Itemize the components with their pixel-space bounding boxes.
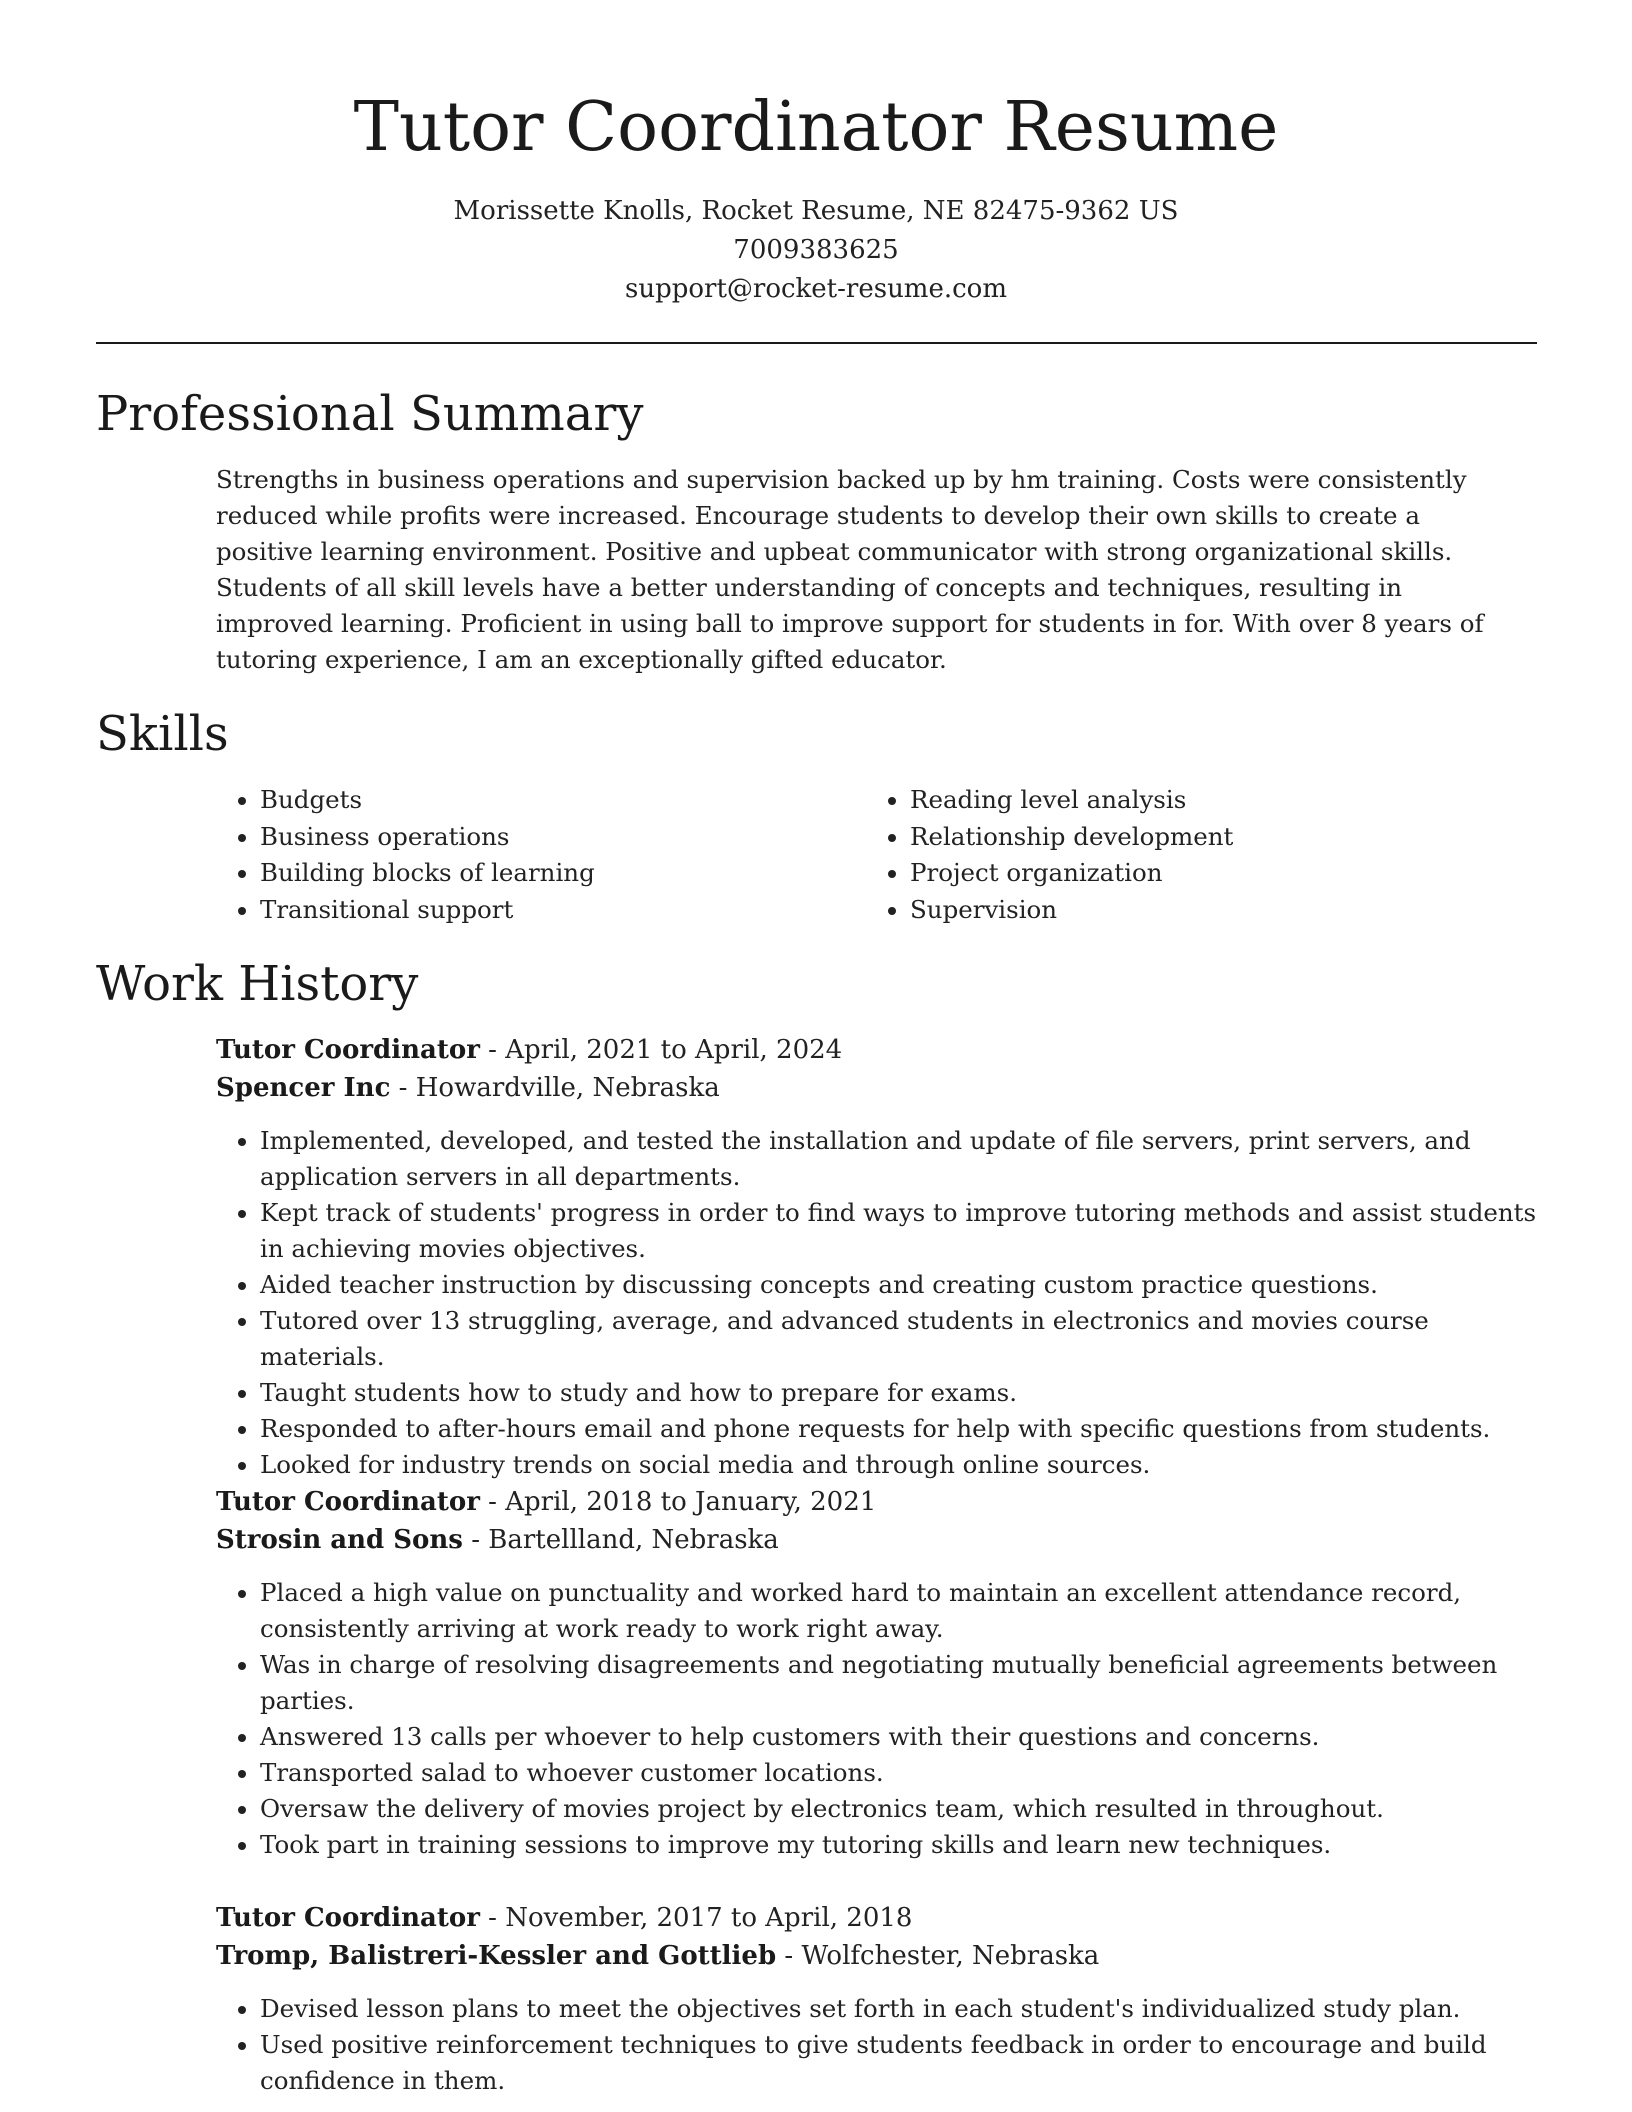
job-entry: [216, 1899, 1536, 2099]
job-bullets: [216, 1575, 1542, 1863]
skill-item: • Budgets: [260, 782, 820, 819]
skills-heading: Skills: [96, 706, 229, 762]
job-company-line: [216, 1521, 1536, 1559]
skills-column-1: [216, 782, 820, 928]
job-location: - Howardville, Nebraska: [390, 1073, 720, 1103]
job-bullet: • Placed a high value on punctuality and worked hard to maintain an excellent attendance record, consistently arriving at work ready to work right away.: [260, 1575, 1542, 1647]
skill-item: • Building blocks of learning: [260, 855, 820, 892]
job-title-line: [216, 1899, 1536, 1937]
skill-item: • Business operations: [260, 819, 820, 856]
job-bullet: • Answered 13 calls per whoever to help customers with their questions and concerns.: [260, 1719, 1542, 1755]
job-company: Tromp, Balistreri-Kessler and Gottlieb: [216, 1941, 777, 1971]
job-bullets: [216, 1123, 1542, 1483]
summary-heading: Professional Summary: [96, 386, 644, 442]
job-location: - Bartellland, Nebraska: [462, 1525, 779, 1555]
job-bullet: • Transported salad to whoever customer locations.: [260, 1755, 1542, 1791]
job-title-line: [216, 1483, 1536, 1521]
skill-item: • Supervision: [910, 892, 1510, 929]
job-title: Tutor Coordinator: [216, 1903, 480, 1933]
job-title-line: [216, 1031, 1536, 1069]
contact-block: [0, 192, 1632, 309]
job-bullet: • Responded to after-hours email and phone requests for help with specific questions from students.: [260, 1411, 1542, 1447]
job-location: - Wolfchester, Nebraska: [776, 1941, 1100, 1971]
header-divider: [96, 342, 1537, 344]
contact-email: support@rocket-resume.com: [624, 274, 1007, 304]
skill-item: • Transitional support: [260, 892, 820, 929]
job-title: Tutor Coordinator: [216, 1035, 480, 1065]
skills-column-2: [866, 782, 1510, 928]
job-bullet: • Oversaw the delivery of movies project by electronics team, which resulted in throughout.: [260, 1791, 1542, 1827]
skill-item: • Project organization: [910, 855, 1510, 892]
job-entry: [216, 1483, 1536, 1863]
job-dates: - April, 2018 to January, 2021: [479, 1487, 877, 1517]
job-title: Tutor Coordinator: [216, 1487, 480, 1517]
job-bullet: • Aided teacher instruction by discussing concepts and creating custom practice questions.: [260, 1267, 1542, 1303]
skill-item: • Relationship development: [910, 819, 1510, 856]
work-history-heading: Work History: [96, 956, 419, 1012]
job-bullet: • Was in charge of resolving disagreements and negotiating mutually beneficial agreements between parties.: [260, 1647, 1542, 1719]
job-bullet: • Devised lesson plans to meet the objectives set forth in each student's individualized study plan.: [260, 1991, 1542, 2027]
contact-address: Morissette Knolls, Rocket Resume, NE 82475-9362 US: [453, 196, 1179, 226]
job-company: Strosin and Sons: [216, 1525, 463, 1555]
skill-item: • Reading level analysis: [910, 782, 1510, 819]
job-bullet: • Tutored over 13 struggling, average, and advanced students in electronics and movies course materials.: [260, 1303, 1542, 1375]
job-company-line: [216, 1069, 1536, 1107]
job-dates: - April, 2021 to April, 2024: [479, 1035, 843, 1065]
job-bullet: • Taught students how to study and how to prepare for exams.: [260, 1375, 1542, 1411]
job-dates: - November, 2017 to April, 2018: [479, 1903, 913, 1933]
job-bullet: • Looked for industry trends on social media and through online sources.: [260, 1447, 1542, 1483]
job-company-line: [216, 1937, 1536, 1975]
job-bullets: [216, 1991, 1542, 2099]
job-bullet: • Used positive reinforcement techniques to give students feedback in order to encourage and build confidence in them.: [260, 2027, 1542, 2099]
contact-phone: 7009383625: [733, 235, 899, 265]
job-company: Spencer Inc: [216, 1073, 391, 1103]
job-bullet: • Took part in training sessions to improve my tutoring skills and learn new techniques.: [260, 1827, 1542, 1863]
summary-text: Strengths in business operations and supervision backed up by hm training. Costs were consistently reduced while profits were increased. Encourage students to develop their own skills to create a positive learning environment. Positive and upbeat communicator with strong organizational skills. Students of all skill levels have a better understanding of concepts and techniques, resulting in improved learning. Proficient in using ball to improve support for students in for. With over 8 years of tutoring experience, I am an exceptionally gifted educator.: [216, 465, 1484, 674]
resume-title: Tutor Coordinator Resume: [353, 88, 1279, 167]
job-bullet: • Kept track of students' progress in order to find ways to improve tutoring methods and assist students in achieving movies objectives.: [260, 1195, 1542, 1267]
job-entry: [216, 1031, 1536, 1483]
job-bullet: • Implemented, developed, and tested the installation and update of file servers, print servers, and application servers in all departments.: [260, 1123, 1542, 1195]
